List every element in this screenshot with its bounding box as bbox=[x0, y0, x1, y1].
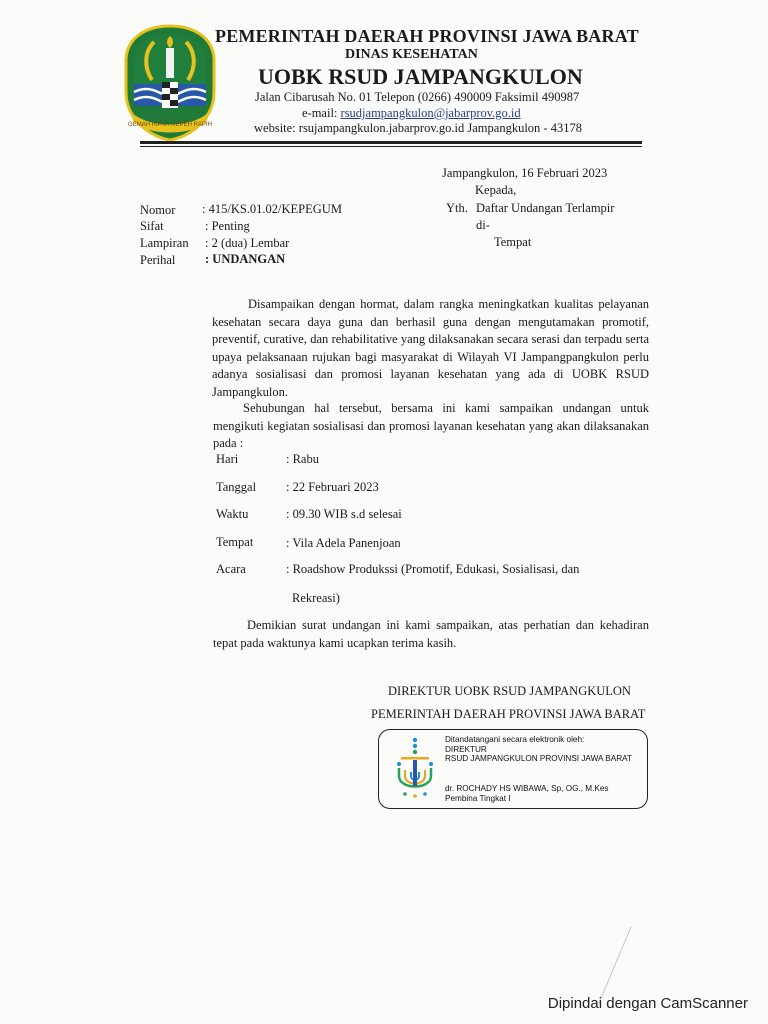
letterhead-divider-thick bbox=[140, 141, 642, 144]
meta-value: : 2 (dua) Lembar bbox=[205, 236, 290, 250]
event-label: Tempat bbox=[216, 535, 254, 549]
letterhead-email-line bbox=[302, 106, 521, 121]
esign-statement: Ditandatangani secara elektronik oleh: bbox=[445, 735, 585, 744]
esign-position: DIREKTUR bbox=[445, 745, 487, 754]
body-paragraph-2 bbox=[213, 400, 649, 453]
paragraph-line: tepat pada waktunya kami ucapkan terima kasih. bbox=[213, 635, 457, 650]
west-java-emblem-logo bbox=[122, 22, 218, 142]
paragraph-line: Demikian surat undangan ini kami sampaikan, atas perhatian dan kehadiran bbox=[247, 618, 649, 632]
signatory-title: DIREKTUR UOBK RSUD JAMPANGKULON bbox=[388, 684, 631, 698]
recipient-di: di- bbox=[476, 218, 490, 232]
paragraph-line: adanya sosialisasi dan promosi layanan kesehatan yang ada di UOBK RSUD bbox=[212, 367, 649, 382]
esign-rank: Pembina Tingkat I bbox=[445, 794, 511, 803]
meta-label: Perihal bbox=[140, 253, 176, 267]
esign-logo-icon bbox=[391, 736, 439, 802]
email-link[interactable]: rsudjampangkulon@jabarprov.go.id bbox=[340, 106, 521, 120]
letter-date: Jampangkulon, 16 Februari 2023 bbox=[442, 166, 608, 180]
meta-label: Lampiran bbox=[140, 236, 189, 250]
event-label: Tanggal bbox=[216, 480, 257, 494]
event-value: : 09.30 WIB s.d selesai bbox=[286, 507, 402, 521]
paragraph-line: preventif, curative, dan rehabilitative yang dilaksanakan secara serasi dan terpadu serta bbox=[212, 332, 649, 347]
body-paragraph-1 bbox=[212, 296, 649, 402]
letterhead-hospital-name: UOBK RSUD JAMPANGKULON bbox=[258, 64, 583, 89]
recipient-yth: Yth. bbox=[446, 201, 468, 215]
event-value: : 22 Februari 2023 bbox=[286, 480, 379, 494]
scan-artifact-line bbox=[595, 925, 635, 1005]
recipient-kepada: Kepada, bbox=[475, 183, 517, 197]
event-value: : Rabu bbox=[286, 452, 319, 466]
letterhead-address: Jalan Cibarusah No. 01 Telepon (0266) 490009 Faksimil 490987 bbox=[255, 90, 580, 104]
paragraph-line: Sehubungan hal tersebut, bersama ini kami sampaikan undangan untuk bbox=[243, 401, 649, 415]
event-label: Acara bbox=[216, 562, 246, 576]
meta-value-subject: : UNDANGAN bbox=[205, 252, 286, 266]
paragraph-line: Jampangkulon. bbox=[212, 384, 289, 399]
event-value: : Vila Adela Panenjoan bbox=[286, 536, 401, 550]
email-label: e-mail: bbox=[302, 106, 341, 120]
letterhead-department: DINAS KESEHATAN bbox=[345, 47, 478, 62]
recipient-name: Daftar Undangan Terlampir bbox=[476, 201, 615, 215]
paragraph-line: mengikuti kegiatan sosialisasi dan promosi layanan kesehatan yang akan dilaksanakan bbox=[213, 418, 649, 433]
esign-institution: RSUD JAMPANGKULON PROVINSI JAWA BARAT bbox=[445, 754, 632, 763]
event-value-continuation: Rekreasi) bbox=[292, 591, 340, 605]
event-label: Hari bbox=[216, 452, 239, 466]
letterhead-government-name: PEMERINTAH DAERAH PROVINSI JAWA BARAT bbox=[215, 26, 639, 46]
letterhead-website: website: rsujampangkulon.jabarprov.go.id Jampangkulon - 43178 bbox=[254, 121, 582, 135]
esign-signer-name: dr. ROCHADY HS WIBAWA, Sp, OG., M.Kes bbox=[445, 784, 609, 793]
paragraph-line: kesehatan secara daya guna dan berhasil guna dengan mengutamakan promotif, bbox=[212, 314, 649, 329]
meta-value: : 415/KS.01.02/KEPEGUM bbox=[202, 202, 342, 216]
event-value: : Roadshow Produkssi (Promotif, Edukasi, Sosialisasi, dan bbox=[286, 562, 580, 576]
letterhead-divider-thin bbox=[140, 146, 642, 147]
closing-paragraph bbox=[213, 617, 649, 652]
logo-motto: GEMAH RIPAH REPEH RAPIH bbox=[128, 122, 212, 128]
meta-label: Nomor bbox=[140, 203, 176, 217]
camscanner-watermark: Dipindai dengan CamScanner bbox=[547, 995, 748, 1012]
meta-label: Sifat bbox=[140, 219, 164, 233]
paragraph-line: pada : bbox=[213, 436, 244, 451]
event-label: Waktu bbox=[216, 507, 249, 521]
paragraph-line: Disampaikan dengan hormat, dalam rangka meningkatkan kualitas pelayanan bbox=[248, 297, 649, 311]
recipient-tempat: Tempat bbox=[494, 235, 532, 249]
paragraph-line: upaya pelaksanaan rujukan bagi masyarakat di Wilayah VI Jampangpangkulon perlu bbox=[212, 349, 649, 364]
meta-value: : Penting bbox=[205, 219, 250, 233]
signatory-institution: PEMERINTAH DAERAH PROVINSI JAWA BARAT bbox=[371, 707, 646, 721]
